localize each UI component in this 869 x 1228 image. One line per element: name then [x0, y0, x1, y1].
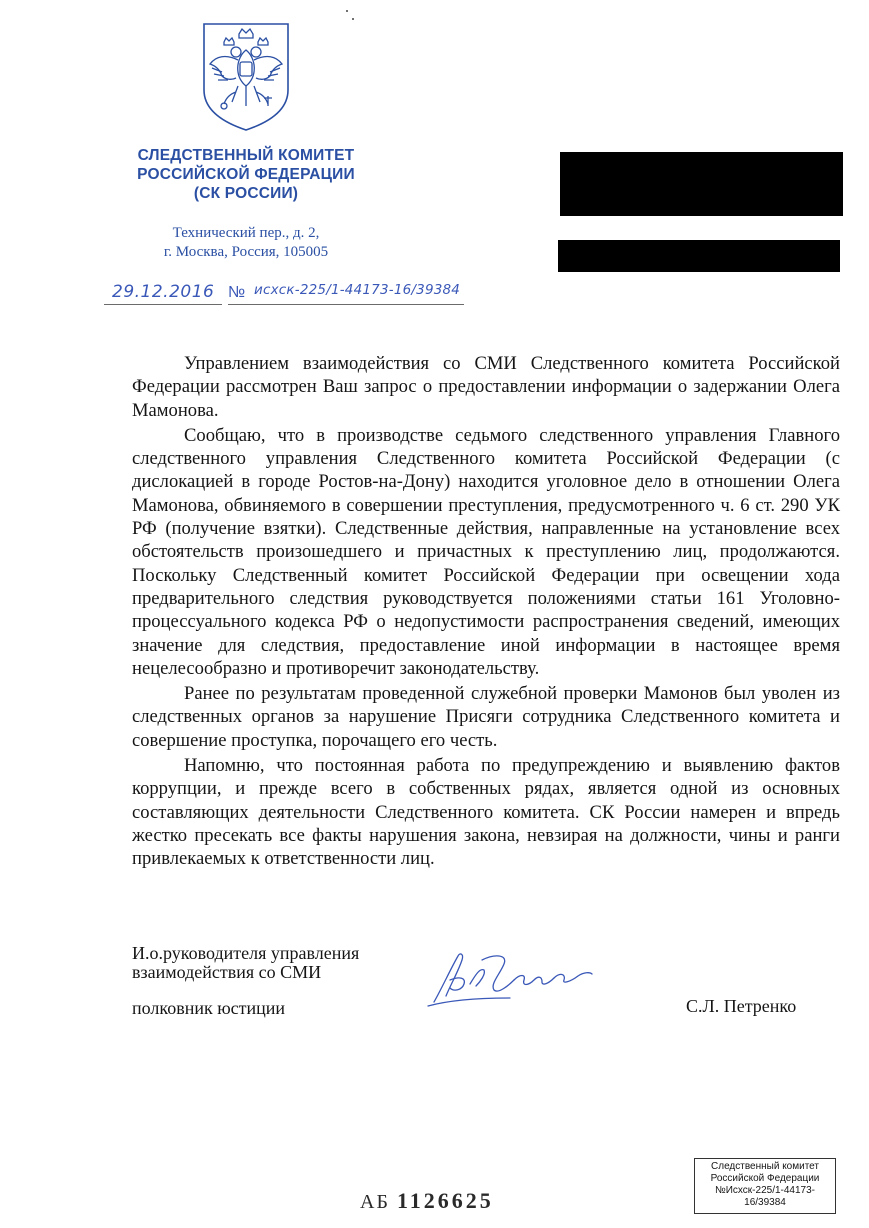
redacted-recipient-block — [560, 152, 843, 216]
org-name-line-2: РОССИЙСКОЙ ФЕДЕРАЦИИ — [137, 166, 355, 183]
signatory-title-line-1: И.о.руководителя управления — [132, 943, 360, 963]
organization-name — [110, 146, 382, 203]
stamp-line-1: Следственный комитет — [711, 1161, 819, 1172]
redacted-recipient-address — [558, 240, 840, 272]
coat-of-arms-emblem — [198, 20, 294, 132]
signatory-title — [132, 944, 359, 982]
stamp-line-2: Российской Федерации — [710, 1173, 820, 1184]
date-underline — [104, 304, 222, 305]
blank-series-number — [360, 1188, 494, 1214]
scan-speck — [346, 10, 348, 12]
body-paragraph: Управлением взаимодействия со СМИ Следственного комитета Российской Федерации рассмотрен Ваш запрос о предоставлении информации о задержании Олега Мамонова. — [132, 353, 840, 421]
address-line-2: г. Москва, Россия, 105005 — [163, 244, 329, 260]
signatory-rank: полковник юстиции — [132, 998, 286, 1018]
org-name-line-1: СЛЕДСТВЕННЫЙ КОМИТЕТ — [137, 147, 355, 164]
registration-stamp — [694, 1158, 836, 1214]
handwritten-signature — [420, 940, 610, 1010]
number-underline — [228, 304, 464, 305]
registration-number: исхск-225/1-44173-16/39384 — [254, 282, 461, 298]
body-paragraph: Напомню, что постоянная работа по предупреждению и выявлению фактов коррупции, и прежде всего в собственных рядах, является одной из основных составляющих деятельности Следственного комитета. СК России намерен и впредь жестко пресекать все факты нарушения закона, невзирая на должности, чины и ранги привлекаемых к ответственности лиц. — [132, 755, 840, 870]
number-sign: № — [228, 284, 246, 301]
letter-body — [132, 352, 840, 873]
scan-speck — [352, 18, 354, 20]
signatory-name: С.Л. Петренко — [686, 996, 797, 1016]
series-digits: 1126625 — [396, 1188, 494, 1213]
organization-address — [110, 224, 382, 262]
signatory-title-line-2: взаимодействия со СМИ — [132, 962, 322, 982]
stamp-line-3: №Исхск-225/1-44173- — [715, 1185, 815, 1196]
stamp-line-4: 16/39384 — [744, 1197, 786, 1208]
series-prefix: АБ — [360, 1191, 390, 1213]
body-paragraph: Сообщаю, что в производстве седьмого следственного управления Главного следственного управления Следственного комитета Российской Федерации (с дислокацией в городе Ростов-на-Дону) находится уголовное дело в отношении Олега Мамонова, обвиняемого в совершении преступления, предусмотренного ч. 6 ст. 290 УК РФ (получение взятки). Следственные действия, направленные на установление всех обстоятельств произошедшего и причастных к преступлению лиц, продолжаются. Поскольку Следственный комитет Российской Федерации при освещении хода предварительного следствия руководствуется положениями статьи 161 Уголовно-процессуального кодекса РФ о недопустимости распространения сведений, имеющих значение для следствия, предоставление иной информации в настоящее время нецелесообразно и противоречит законодательству. — [132, 424, 840, 679]
body-paragraph: Ранее по результатам проведенной служебной проверки Мамонов был уволен из следственных органов за нарушение Присяги сотрудника Следственного комитета и совершение проступка, порочащего его честь. — [132, 683, 840, 751]
address-line-1: Технический пер., д. 2, — [172, 225, 320, 241]
org-name-line-3: (СК РОССИИ) — [193, 185, 299, 202]
registration-line — [104, 282, 464, 308]
registration-date: 29.12.2016 — [112, 282, 215, 302]
